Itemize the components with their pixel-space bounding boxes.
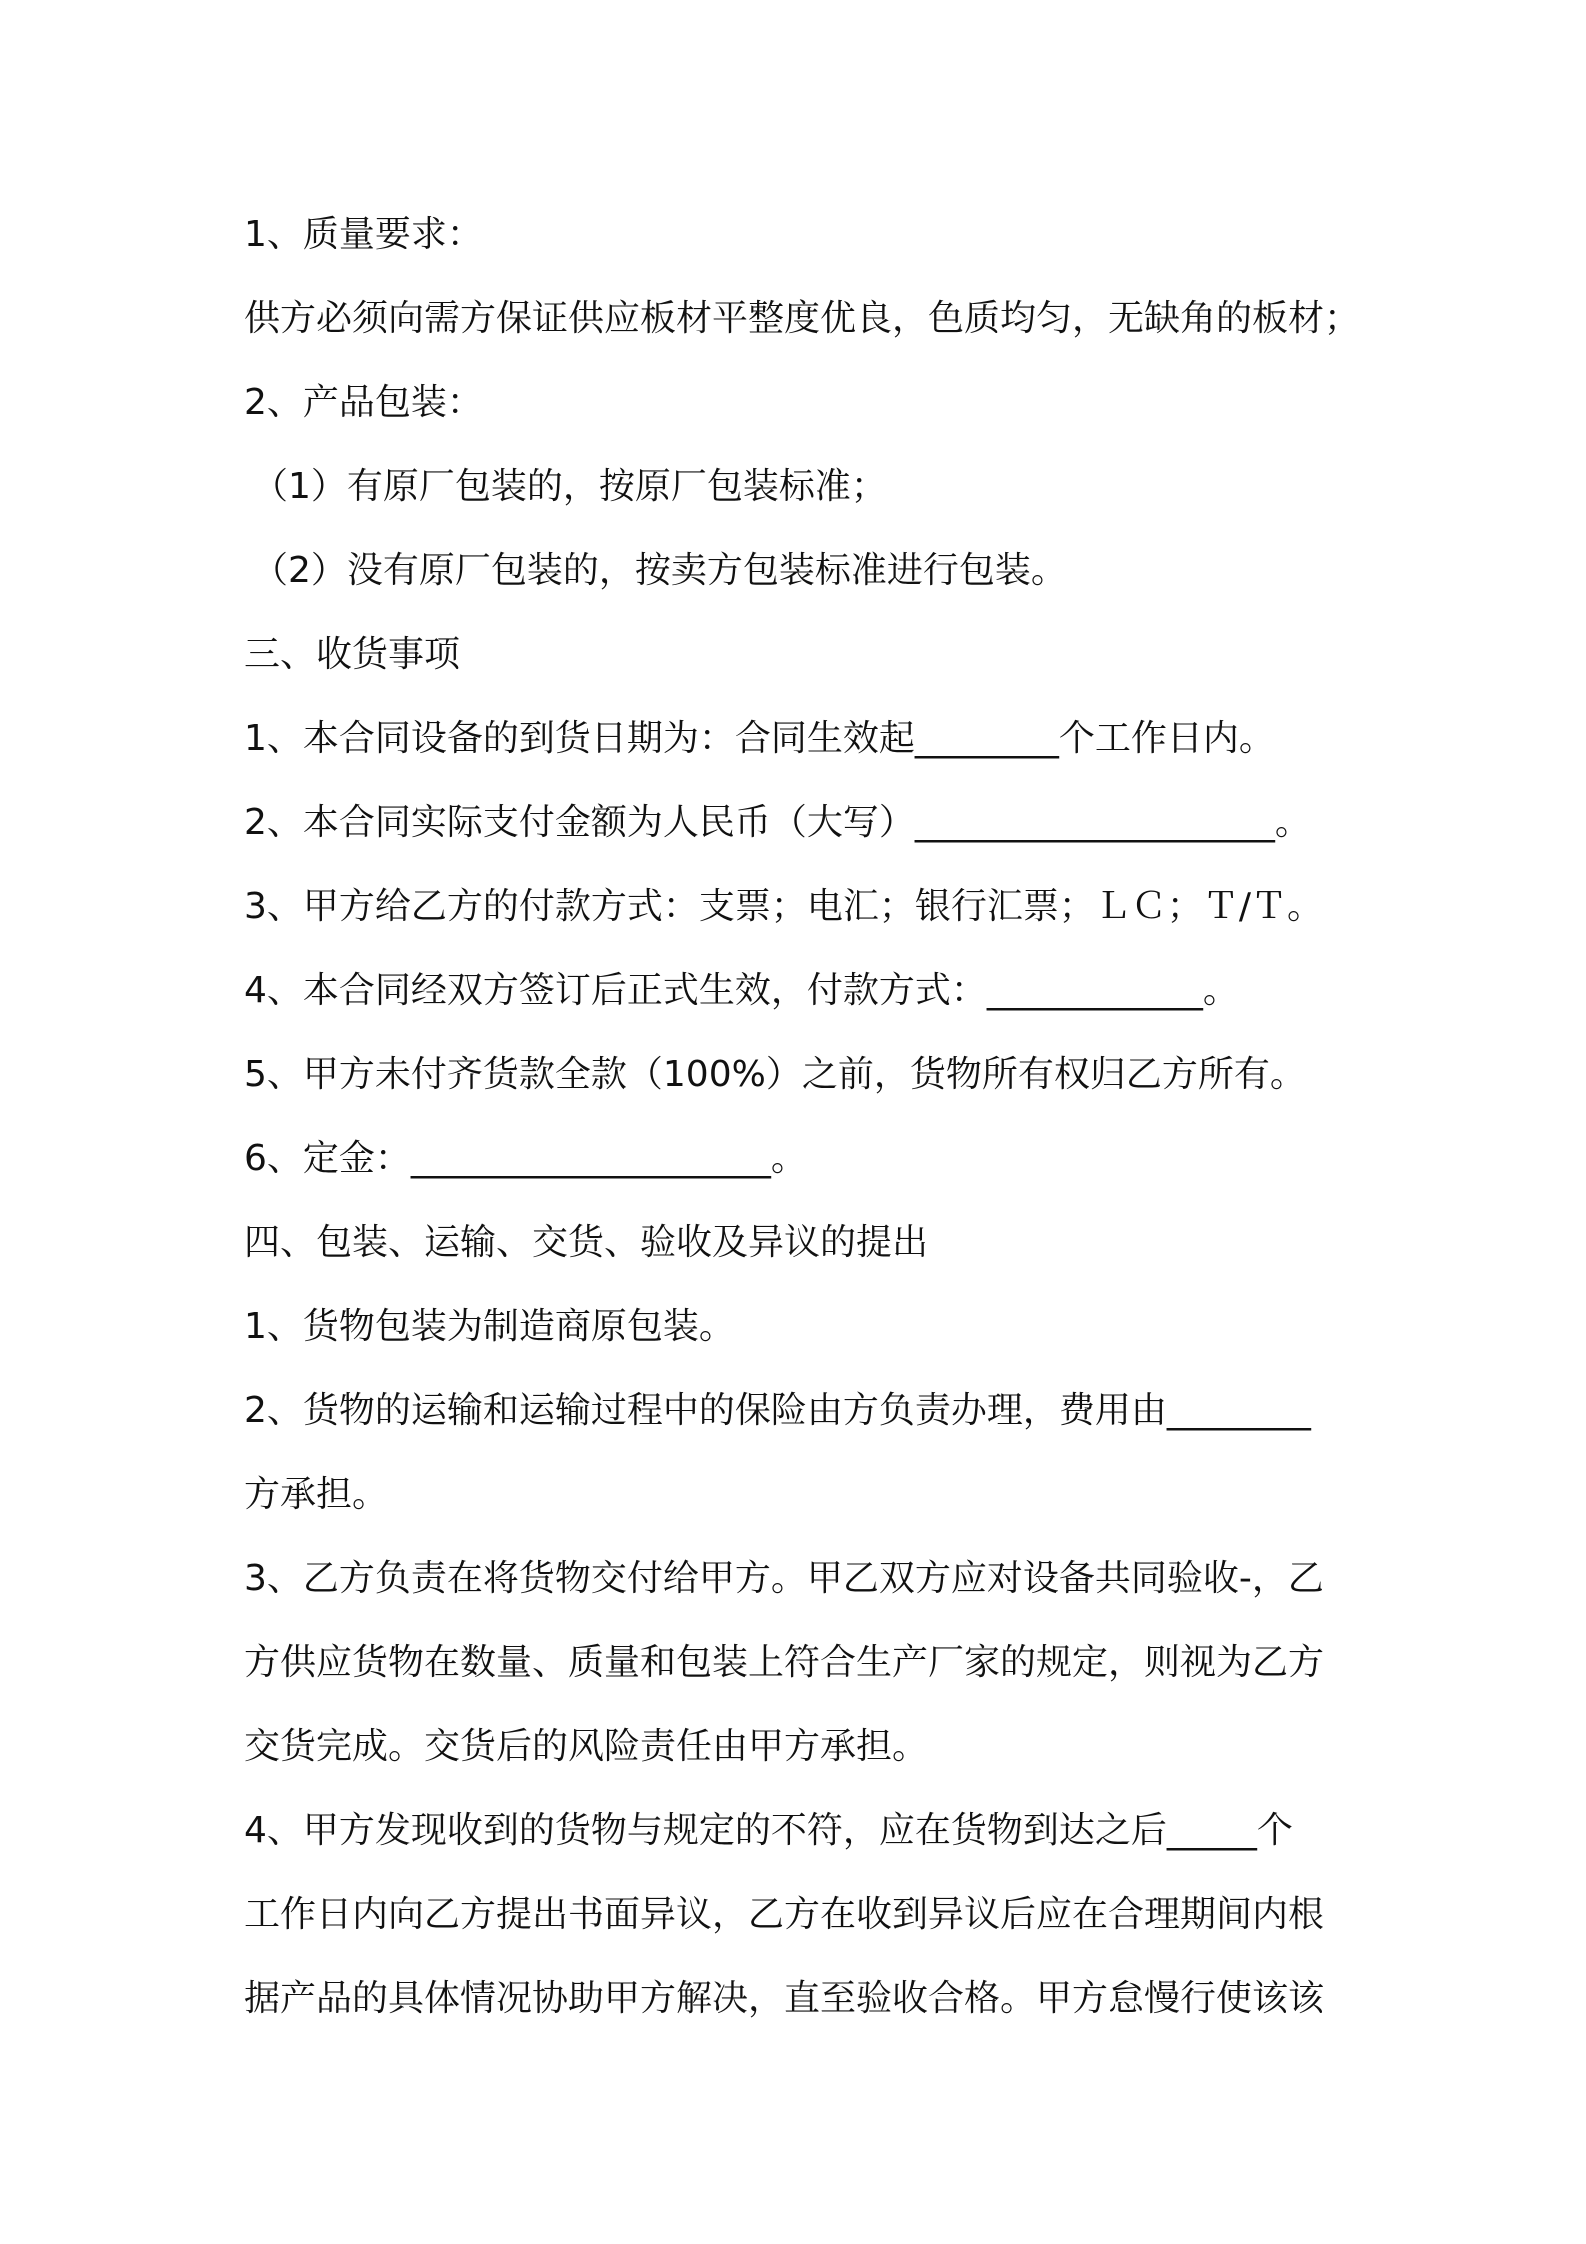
text-line-payment-methods: 3、甲方给乙方的付款方式：支票；电汇；银行汇票；ＬＣ；Ｔ/Ｔ。 bbox=[244, 886, 1324, 927]
text-line-inspection-2: 方供应货物在数量、质量和包装上符合生产厂家的规定，则视为乙方 bbox=[244, 1642, 1325, 1683]
text-line-packaging-heading: 2、产品包装： bbox=[244, 382, 483, 423]
text-line-objection-2: 工作日内向乙方提出书面异议，乙方在收到异议后应在合理期间内根 bbox=[244, 1894, 1325, 1935]
text-line-delivery-date: 1、本合同设备的到货日期为：合同生效起________个工作日内。 bbox=[244, 718, 1275, 759]
text-line-inspection-3: 交货完成。交货后的风险责任由甲方承担。 bbox=[244, 1726, 929, 1767]
text-line-payment-amount: 2、本合同实际支付金额为人民币（大写）____________________。 bbox=[244, 802, 1311, 843]
text-line-objection-3: 据产品的具体情况协助甲方解决，直至验收合格。甲方怠慢行使该该 bbox=[244, 1978, 1325, 2019]
text-line-effective-payment: 4、本合同经双方签订后正式生效，付款方式：____________。 bbox=[244, 970, 1239, 1011]
text-line-deposit: 6、定金：____________________。 bbox=[244, 1138, 807, 1179]
text-line-inspection-1: 3、乙方负责在将货物交付给甲方。甲乙双方应对设备共同验收-，乙 bbox=[244, 1558, 1324, 1599]
text-line-transport-insurance: 2、货物的运输和运输过程中的保险由方负责办理，费用由________ bbox=[244, 1390, 1311, 1431]
document-body bbox=[244, 193, 1364, 2041]
text-line-objection-1: 4、甲方发现收到的货物与规定的不符，应在货物到达之后_____个 bbox=[244, 1810, 1293, 1851]
text-line-packaging-item-2: （2）没有原厂包装的，按卖方包装标准进行包装。 bbox=[252, 550, 1067, 591]
text-line-packaging-item-1: （1）有原厂包装的，按原厂包装标准； bbox=[252, 466, 887, 507]
text-line-quality-heading: 1、质量要求： bbox=[244, 214, 483, 255]
text-line-ownership: 5、甲方未付齐货款全款（100%）之前，货物所有权归乙方所有。 bbox=[244, 1054, 1306, 1095]
section-heading-receiving: 三、收货事项 bbox=[244, 634, 461, 675]
text-line-manufacturer-packaging: 1、货物包装为制造商原包装。 bbox=[244, 1306, 735, 1347]
section-heading-packaging-transport: 四、包装、运输、交货、验收及异议的提出 bbox=[244, 1222, 929, 1263]
text-line-transport-cost: 方承担。 bbox=[244, 1474, 389, 1515]
text-line-quality-requirement: 供方必须向需方保证供应板材平整度优良，色质均匀，无缺角的板材； bbox=[244, 298, 1361, 339]
